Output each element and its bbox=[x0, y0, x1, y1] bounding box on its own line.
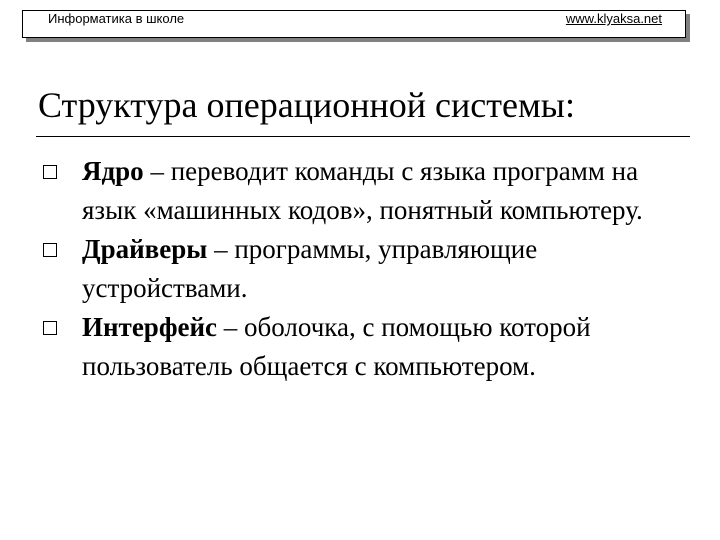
slide-title: Структура операционной системы: bbox=[38, 85, 575, 125]
bullet-text: – переводит команды с языка программ на язык «машинных кодов», понятный компьютеру. bbox=[82, 156, 643, 225]
list-item bbox=[42, 230, 662, 308]
bullet-term: Драйверы bbox=[82, 234, 208, 264]
list-item bbox=[42, 308, 662, 386]
list-item bbox=[42, 152, 662, 230]
hollow-square-icon bbox=[43, 165, 57, 179]
bullet-term: Ядро bbox=[82, 156, 144, 186]
header-caption: Информатика в школе bbox=[48, 11, 185, 26]
website-link[interactable]: www.klyaksa.net bbox=[565, 11, 662, 26]
bullet-term: Интерфейс bbox=[82, 312, 218, 342]
header-shadow bbox=[26, 38, 690, 42]
title-divider bbox=[36, 136, 690, 137]
bullet-text: – программы, управляющие устройствами. bbox=[82, 234, 538, 303]
bullet-list bbox=[42, 152, 662, 386]
hollow-square-icon bbox=[43, 321, 57, 335]
bullet-text: – оболочка, с помощью которой пользователь общается с компьютером. bbox=[82, 312, 591, 381]
hollow-square-icon bbox=[43, 243, 57, 257]
